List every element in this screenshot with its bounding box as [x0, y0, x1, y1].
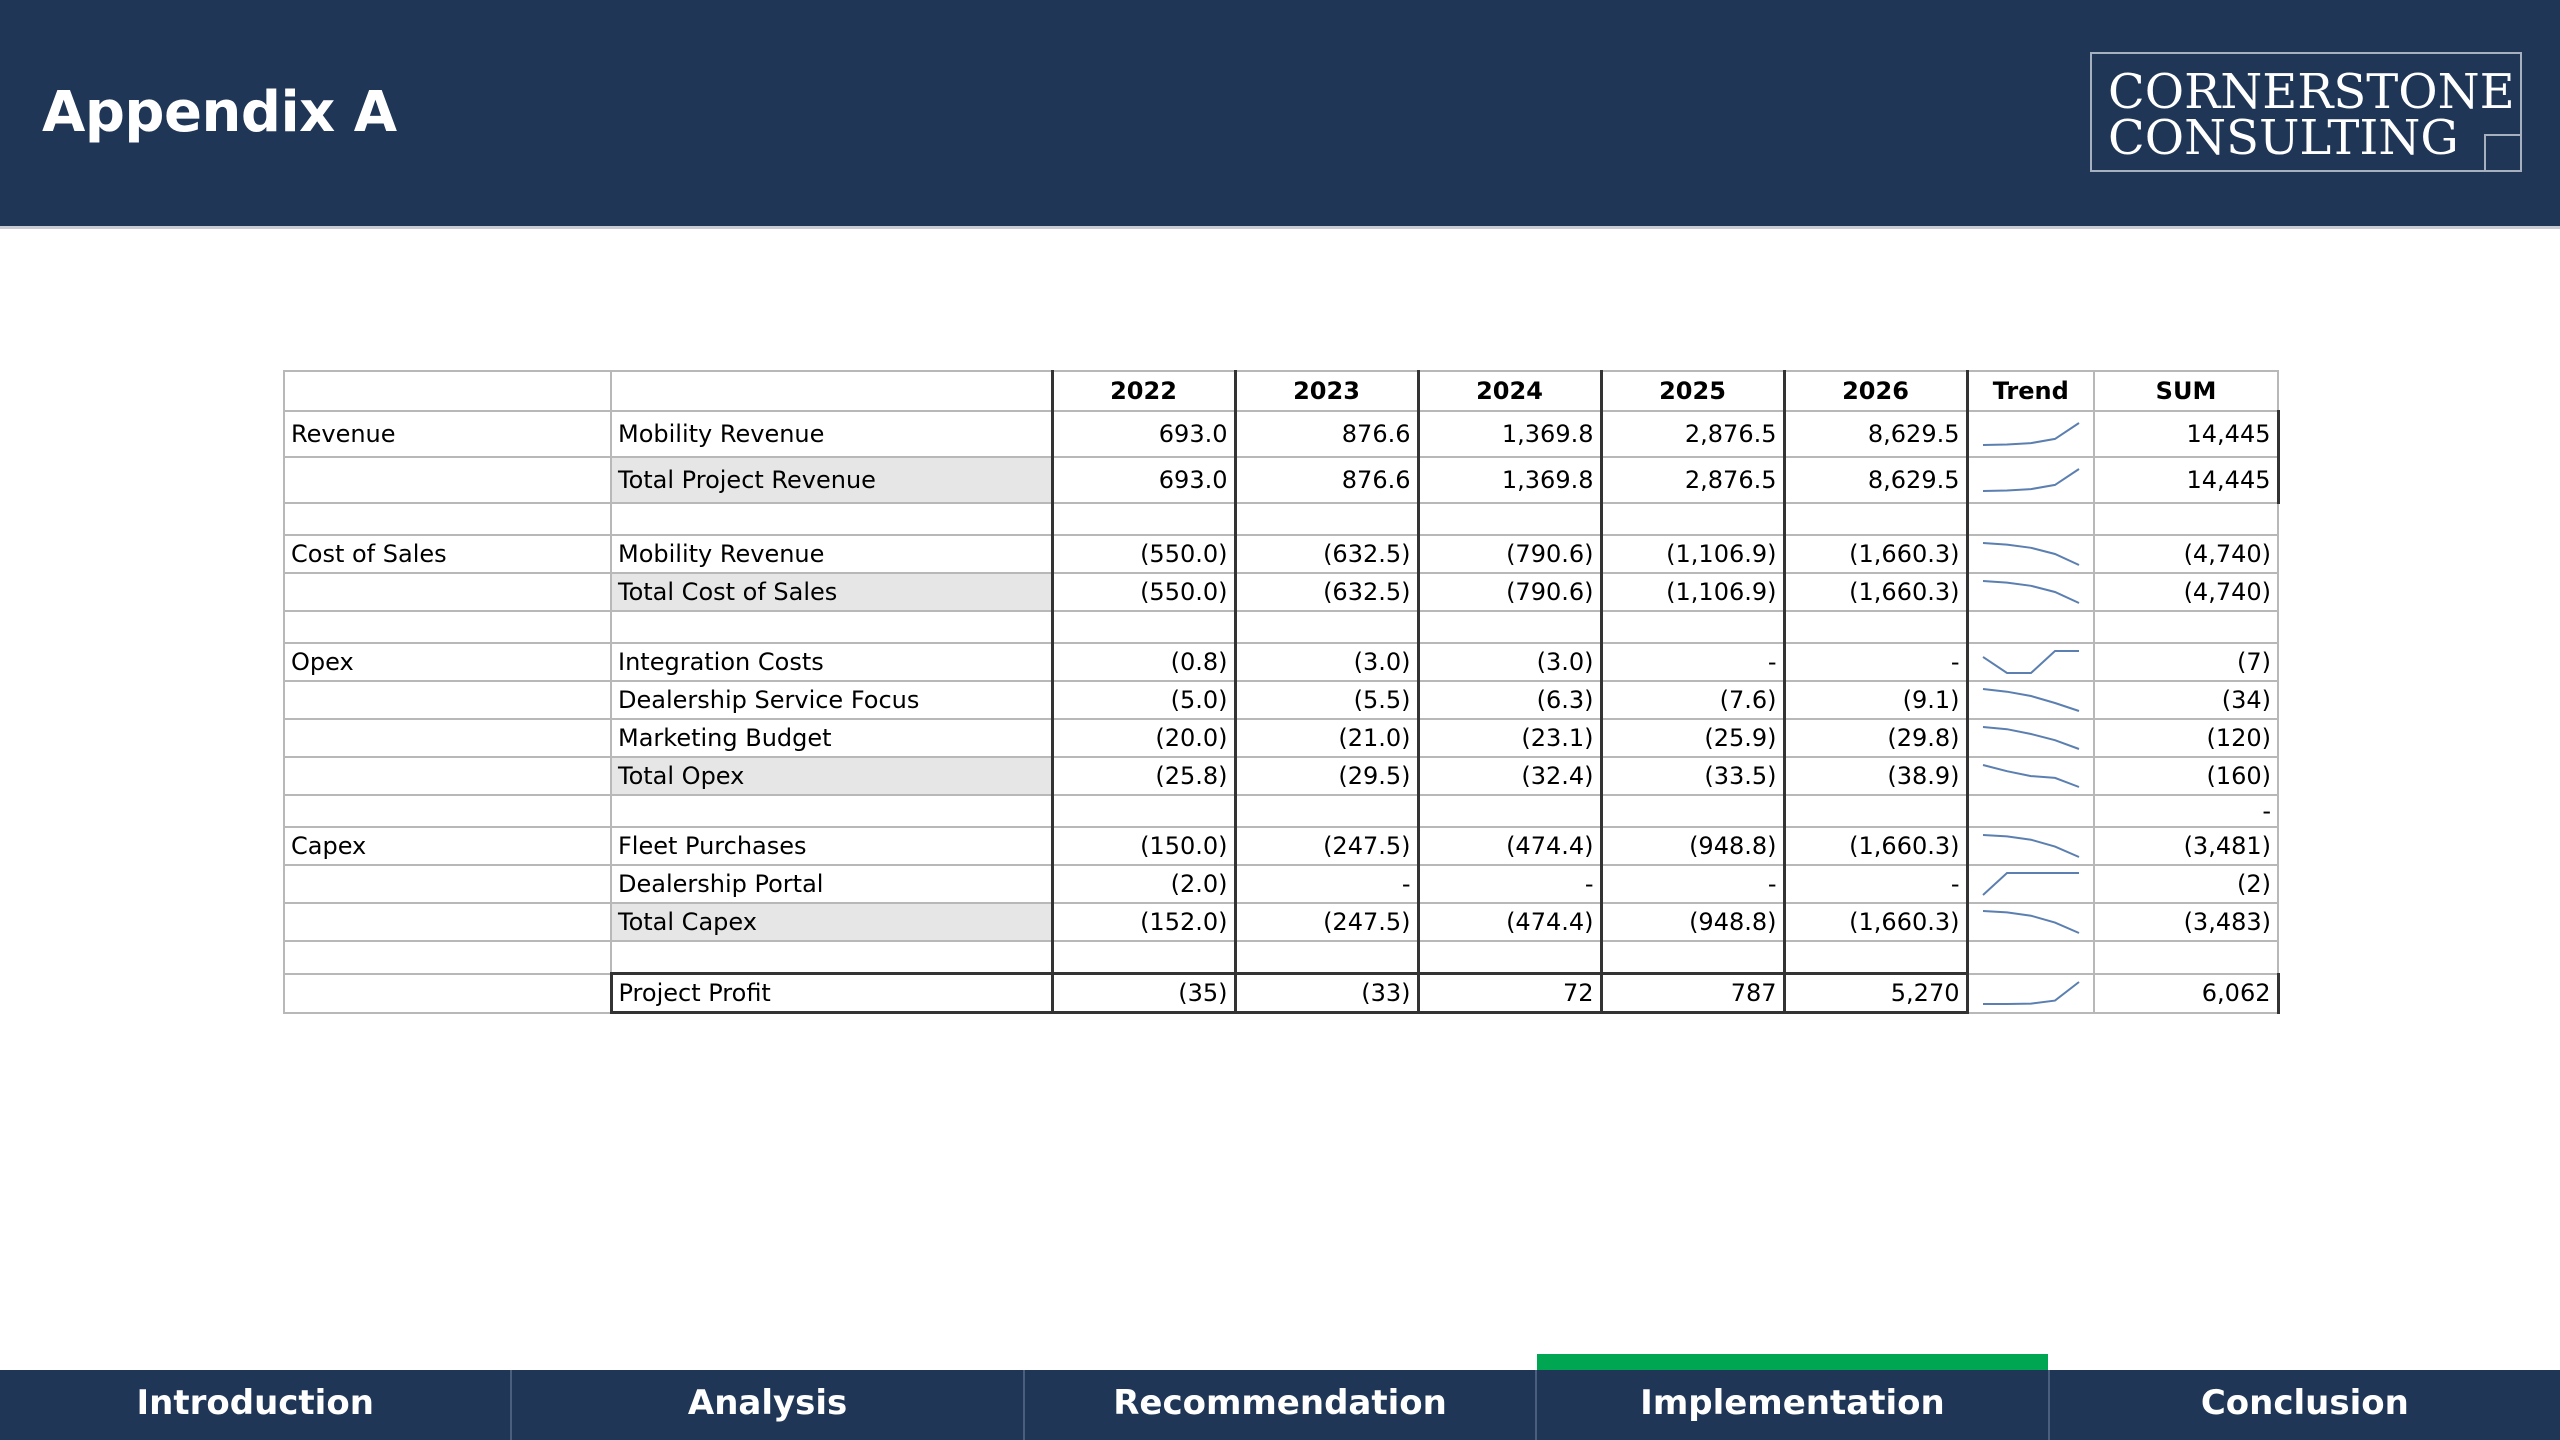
- value-cell: (20.0): [1052, 719, 1235, 757]
- table-row: [284, 681, 2278, 719]
- header-sum: SUM: [2094, 371, 2278, 411]
- value-cell: (3.0): [1235, 643, 1418, 681]
- company-logo: [2090, 52, 2522, 172]
- sparkline-path: [1983, 982, 2079, 1004]
- empty-cell: [1418, 795, 1601, 827]
- value-cell: (150.0): [1052, 827, 1235, 865]
- table-header-row: [284, 371, 2278, 411]
- value-cell: (247.5): [1235, 827, 1418, 865]
- trend-sparkline: [1979, 577, 2083, 607]
- empty-cell: [1052, 503, 1235, 535]
- sum-cell: (2): [2094, 865, 2278, 903]
- value-cell: (632.5): [1235, 573, 1418, 611]
- trend-sparkline-cell: [1967, 457, 2094, 503]
- value-cell: (7.6): [1601, 681, 1784, 719]
- trend-sparkline: [1979, 978, 2083, 1008]
- category-cell: [284, 681, 611, 719]
- value-cell: (0.8): [1052, 643, 1235, 681]
- trend-sparkline: [1979, 647, 2083, 677]
- value-cell: (32.4): [1418, 757, 1601, 795]
- empty-cell: [1418, 503, 1601, 535]
- trend-sparkline: [1979, 869, 2083, 899]
- category-cell: [284, 757, 611, 795]
- value-cell: (29.8): [1784, 719, 1967, 757]
- sparkline-path: [1983, 651, 2079, 673]
- total-row: [284, 903, 2278, 941]
- header-blank-item: [611, 371, 1052, 411]
- category-cell: [284, 719, 611, 757]
- empty-cell: [284, 795, 611, 827]
- empty-cell: [1967, 503, 2094, 535]
- empty-cell: [1601, 611, 1784, 643]
- header-year: 2022: [1052, 371, 1235, 411]
- sparkline-path: [1983, 765, 2079, 787]
- sparkline-path: [1983, 873, 2079, 895]
- category-cell: [284, 903, 611, 941]
- empty-cell: [1784, 503, 1967, 535]
- empty-cell: [1418, 611, 1601, 643]
- trend-sparkline: [1979, 831, 2083, 861]
- trend-sparkline: [1979, 723, 2083, 753]
- value-cell: (152.0): [1052, 903, 1235, 941]
- value-cell: 787: [1601, 974, 1784, 1013]
- empty-cell: [1235, 503, 1418, 535]
- table-row: [284, 865, 2278, 903]
- sum-cell: (34): [2094, 681, 2278, 719]
- value-cell: 1,369.8: [1418, 411, 1601, 457]
- header-blank-category: [284, 371, 611, 411]
- trend-sparkline-cell: [1967, 535, 2094, 573]
- value-cell: -: [1784, 643, 1967, 681]
- trend-sparkline-cell: [1967, 827, 2094, 865]
- slide-title: Appendix A: [42, 80, 397, 145]
- value-cell: -: [1601, 865, 1784, 903]
- line-item-cell: Total Opex: [611, 757, 1052, 795]
- header-year: 2023: [1235, 371, 1418, 411]
- empty-cell: [284, 941, 611, 974]
- empty-cell: [1418, 941, 1601, 974]
- value-cell: 693.0: [1052, 411, 1235, 457]
- sparkline-path: [1983, 469, 2079, 491]
- category-cell: [284, 457, 611, 503]
- financial-table: [283, 370, 2280, 1014]
- trend-sparkline: [1979, 907, 2083, 937]
- value-cell: (3.0): [1418, 643, 1601, 681]
- trend-sparkline: [1979, 685, 2083, 715]
- table-body: [284, 411, 2278, 1013]
- trend-sparkline: [1979, 539, 2083, 569]
- total-row: [284, 573, 2278, 611]
- value-cell: (948.8): [1601, 903, 1784, 941]
- nav-tab-introduction[interactable]: Introduction: [0, 1370, 512, 1440]
- empty-cell: [1601, 941, 1784, 974]
- trend-sparkline-cell: [1967, 643, 2094, 681]
- value-cell: (33.5): [1601, 757, 1784, 795]
- value-cell: (1,660.3): [1784, 903, 1967, 941]
- value-cell: (6.3): [1418, 681, 1601, 719]
- empty-cell: [1967, 795, 2094, 827]
- empty-cell: [611, 503, 1052, 535]
- value-cell: (1,106.9): [1601, 535, 1784, 573]
- value-cell: -: [1235, 865, 1418, 903]
- empty-cell: [284, 503, 611, 535]
- value-cell: (25.8): [1052, 757, 1235, 795]
- empty-cell: [1967, 941, 2094, 974]
- empty-cell: [1235, 611, 1418, 643]
- sum-cell: -: [2094, 795, 2278, 827]
- table-row: [284, 827, 2278, 865]
- line-item-cell: Mobility Revenue: [611, 411, 1052, 457]
- empty-cell: [1967, 611, 2094, 643]
- spacer-row: [284, 611, 2278, 643]
- value-cell: 8,629.5: [1784, 411, 1967, 457]
- value-cell: (550.0): [1052, 535, 1235, 573]
- value-cell: -: [1418, 865, 1601, 903]
- value-cell: (23.1): [1418, 719, 1601, 757]
- line-item-cell: Mobility Revenue: [611, 535, 1052, 573]
- sum-cell: (120): [2094, 719, 2278, 757]
- value-cell: (9.1): [1784, 681, 1967, 719]
- empty-cell: [611, 941, 1052, 974]
- line-item-cell: Dealership Portal: [611, 865, 1052, 903]
- header-year: 2024: [1418, 371, 1601, 411]
- sum-cell: 14,445: [2094, 457, 2278, 503]
- empty-cell: [1235, 941, 1418, 974]
- table-row: [284, 643, 2278, 681]
- value-cell: (35): [1052, 974, 1235, 1013]
- category-cell: [284, 865, 611, 903]
- total-row: [284, 457, 2278, 503]
- value-cell: 72: [1418, 974, 1601, 1013]
- sparkline-path: [1983, 835, 2079, 857]
- header-trend: Trend: [1967, 371, 2094, 411]
- nav-tab-recommendation[interactable]: Recommendation: [1025, 1370, 1537, 1440]
- empty-cell: [1601, 795, 1784, 827]
- trend-sparkline-cell: [1967, 719, 2094, 757]
- nav-tab-implementation[interactable]: Implementation: [1537, 1370, 2049, 1440]
- trend-sparkline: [1979, 419, 2083, 449]
- value-cell: (29.5): [1235, 757, 1418, 795]
- value-cell: (550.0): [1052, 573, 1235, 611]
- value-cell: (474.4): [1418, 903, 1601, 941]
- value-cell: (247.5): [1235, 903, 1418, 941]
- value-cell: (2.0): [1052, 865, 1235, 903]
- value-cell: 2,876.5: [1601, 457, 1784, 503]
- nav-tab-analysis[interactable]: Analysis: [512, 1370, 1024, 1440]
- value-cell: (474.4): [1418, 827, 1601, 865]
- value-cell: 1,369.8: [1418, 457, 1601, 503]
- profit-row: [284, 974, 2278, 1013]
- sparkline-path: [1983, 911, 2079, 933]
- trend-sparkline: [1979, 465, 2083, 495]
- sum-cell: (3,481): [2094, 827, 2278, 865]
- sum-cell: 14,445: [2094, 411, 2278, 457]
- header-year: 2025: [1601, 371, 1784, 411]
- sum-cell: [2094, 941, 2278, 974]
- empty-cell: [1784, 795, 1967, 827]
- value-cell: (1,660.3): [1784, 573, 1967, 611]
- trend-sparkline-cell: [1967, 757, 2094, 795]
- value-cell: (790.6): [1418, 535, 1601, 573]
- value-cell: (38.9): [1784, 757, 1967, 795]
- trend-sparkline-cell: [1967, 865, 2094, 903]
- empty-cell: [1235, 795, 1418, 827]
- value-cell: (1,106.9): [1601, 573, 1784, 611]
- value-cell: (1,660.3): [1784, 827, 1967, 865]
- sum-cell: (160): [2094, 757, 2278, 795]
- trend-sparkline: [1979, 761, 2083, 791]
- total-row: [284, 757, 2278, 795]
- sum-cell: (3,483): [2094, 903, 2278, 941]
- logo-line-2: CONSULTING: [2108, 110, 2459, 166]
- value-cell: 8,629.5: [1784, 457, 1967, 503]
- header-year: 2026: [1784, 371, 1967, 411]
- value-cell: 876.6: [1235, 411, 1418, 457]
- sum-cell: (4,740): [2094, 535, 2278, 573]
- value-cell: (790.6): [1418, 573, 1601, 611]
- category-cell: Capex: [284, 827, 611, 865]
- table-row: [284, 535, 2278, 573]
- category-cell: [284, 573, 611, 611]
- category-cell: Revenue: [284, 411, 611, 457]
- sparkline-path: [1983, 689, 2079, 711]
- empty-cell: [1784, 941, 1967, 974]
- trend-sparkline-cell: [1967, 974, 2094, 1013]
- empty-cell: [1601, 503, 1784, 535]
- value-cell: (33): [1235, 974, 1418, 1013]
- category-cell: Opex: [284, 643, 611, 681]
- line-item-cell: Integration Costs: [611, 643, 1052, 681]
- table-row: [284, 719, 2278, 757]
- value-cell: 876.6: [1235, 457, 1418, 503]
- value-cell: (21.0): [1235, 719, 1418, 757]
- sparkline-path: [1983, 581, 2079, 603]
- value-cell: 2,876.5: [1601, 411, 1784, 457]
- spacer-row: [284, 503, 2278, 535]
- spacer-row: [284, 941, 2278, 974]
- spacer-row: [284, 795, 2278, 827]
- value-cell: (25.9): [1601, 719, 1784, 757]
- value-cell: -: [1784, 865, 1967, 903]
- line-item-cell: Total Capex: [611, 903, 1052, 941]
- value-cell: (5.0): [1052, 681, 1235, 719]
- trend-sparkline-cell: [1967, 903, 2094, 941]
- value-cell: (1,660.3): [1784, 535, 1967, 573]
- value-cell: (632.5): [1235, 535, 1418, 573]
- section-nav: [0, 1370, 2560, 1440]
- sum-cell: [2094, 503, 2278, 535]
- line-item-cell: Total Project Revenue: [611, 457, 1052, 503]
- empty-cell: [611, 611, 1052, 643]
- trend-sparkline-cell: [1967, 573, 2094, 611]
- logo-line-1: CORNERSTONE: [2108, 64, 2515, 120]
- line-item-cell: Total Cost of Sales: [611, 573, 1052, 611]
- value-cell: (5.5): [1235, 681, 1418, 719]
- sum-cell: (4,740): [2094, 573, 2278, 611]
- table-row: [284, 411, 2278, 457]
- sparkline-path: [1983, 543, 2079, 565]
- line-item-cell: Project Profit: [611, 974, 1052, 1013]
- trend-sparkline-cell: [1967, 411, 2094, 457]
- line-item-cell: Fleet Purchases: [611, 827, 1052, 865]
- empty-cell: [1052, 795, 1235, 827]
- sparkline-path: [1983, 727, 2079, 749]
- sparkline-path: [1983, 423, 2079, 445]
- line-item-cell: Dealership Service Focus: [611, 681, 1052, 719]
- value-cell: (948.8): [1601, 827, 1784, 865]
- value-cell: 693.0: [1052, 457, 1235, 503]
- category-cell: Cost of Sales: [284, 535, 611, 573]
- empty-cell: [1052, 941, 1235, 974]
- empty-cell: [611, 795, 1052, 827]
- nav-tab-conclusion[interactable]: Conclusion: [2200, 1383, 2409, 1423]
- value-cell: -: [1601, 643, 1784, 681]
- empty-cell: [284, 611, 611, 643]
- category-cell: [284, 974, 611, 1013]
- line-item-cell: Marketing Budget: [611, 719, 1052, 757]
- sum-cell: 6,062: [2094, 974, 2278, 1013]
- logo-corner-box: [2484, 134, 2522, 172]
- value-cell: 5,270: [1784, 974, 1967, 1013]
- slide-header: [0, 0, 2560, 229]
- trend-sparkline-cell: [1967, 681, 2094, 719]
- empty-cell: [1052, 611, 1235, 643]
- empty-cell: [1784, 611, 1967, 643]
- sum-cell: (7): [2094, 643, 2278, 681]
- sum-cell: [2094, 611, 2278, 643]
